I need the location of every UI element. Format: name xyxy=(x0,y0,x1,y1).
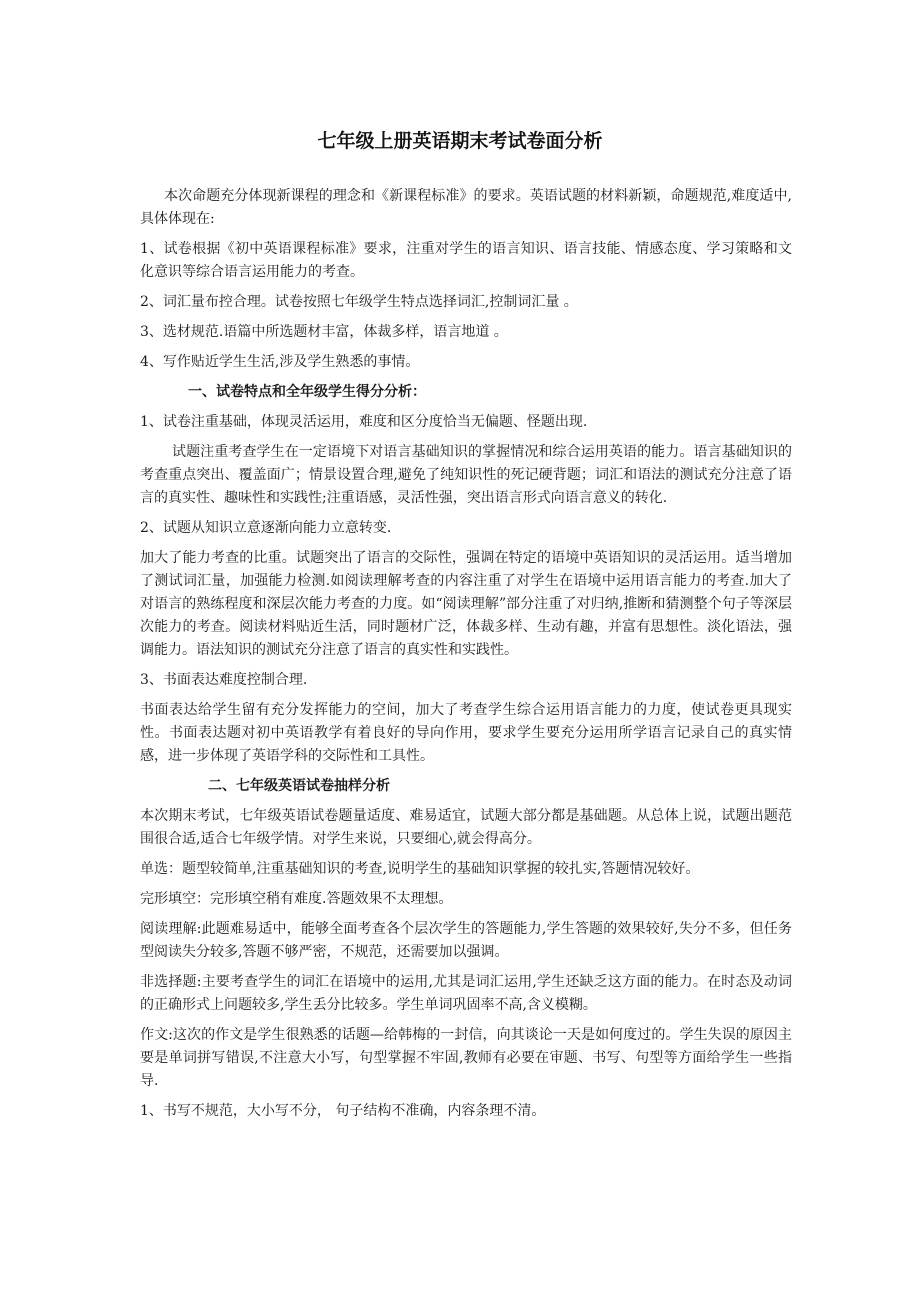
section2-writing: 作文:这次的作文是学生很熟悉的话题—给韩梅的一封信，向其谈论一天是如何度过的。学生失误的原因主要是单词拼写错误,不注意大小写，句型掌握不牢固,教师有必要在审题、书写、句型等方面给学生一些指导. xyxy=(140,1027,792,1089)
section1-item-2-detail: 加大了能力考查的比重。试题突出了语言的交际性，强调在特定的语境中英语知识的灵活运用。适当增加了测试词汇量，加强能力检测.如阅读理解考查的内容注重了对学生在语境中运用语言能力的考查.加大了对语言的熟练程度和深层次能力考查的力度。如“阅读理解”部分注重了对归纳,推断和猜测整个句子等深层次能力的考查。阅读材料贴近生活，同时题材广泛，体裁多样、生动有趣，并富有思想性。淡化语法，强调能力。语法知识的测试充分注意了语言的真实性和实践性。 xyxy=(140,550,792,658)
section2-non-choice: 非选择题:主要考查学生的词汇在语境中的运用,尤其是词汇运用,学生还缺乏这方面的能力。在时态及动词的正确形式上问题较多,学生丢分比较多。学生单词巩固率不高,含义模糊。 xyxy=(140,974,792,1013)
intro-paragraph: 本次命题充分体现新课程的理念和《新课程标准》的要求。英语试题的材料新颖，命题规范,难度适中,具体体现在: xyxy=(140,188,792,227)
section2-cloze: 完形填空：完形填空稍有难度.答题效果不太理想。 xyxy=(140,891,453,907)
section1-item-2: 2、试题从知识立意逐渐向能力立意转变. xyxy=(140,520,392,536)
section1-item-3-detail: 书面表达给学生留有充分发挥能力的空间，加大了考查学生综合运用语言能力的力度，使试卷更具现实性。书面表达题对初中英语教学有着良好的导向作用，要求学生要充分运用所学语言记录自己的真实情感，进一步体现了英语学科的交际性和工具性。 xyxy=(140,702,792,764)
point-2: 2、词汇量布控合理。试卷按照七年级学生特点选择词汇,控制词汇量 。 xyxy=(140,294,578,310)
point-1: 1、试卷根据《初中英语课程标准》要求，注重对学生的语言知识、语言技能、情感态度、学习策略和文化意识等综合语言运用能力的考查。 xyxy=(140,241,792,280)
section2-reading: 阅读理解:此题难易适中，能够全面考查各个层次学生的答题能力,学生答题的效果较好,失分不多，但任务型阅读失分较多,答题不够严密，不规范，还需要加以强调。 xyxy=(140,921,792,960)
section1-item-1-detail: 试题注重考查学生在一定语境下对语言基础知识的掌握情况和综合运用英语的能力。语言基础知识的考查重点突出、覆盖面广；情景设置合理,避免了纯知识性的死记硬背题；词汇和语法的测试充分注意了语言的真实性、趣味性和实践性;注重语感，灵活性强，突出语言形式向语言意义的转化. xyxy=(140,444,792,506)
document-body xyxy=(140,185,792,1130)
section2-single-choice: 单选：题型较简单,注重基础知识的考查,说明学生的基础知识掌握的较扎实,答题情况较好。 xyxy=(140,861,700,877)
section1-item-3: 3、书面表达难度控制合理. xyxy=(140,672,308,688)
section1-item-1: 1、试卷注重基础，体现灵活运用，难度和区分度恰当无偏题、怪题出现. xyxy=(140,414,588,430)
document-title: 七年级上册英语期末考试卷面分析 xyxy=(317,130,603,152)
section-heading-1: 一、试卷特点和全年级学生得分分析： xyxy=(188,384,426,400)
point-3: 3、选材规范.语篇中所选题材丰富，体裁多样，语言地道 。 xyxy=(140,324,508,340)
section2-intro: 本次期末考试，七年级英语试卷题量适度、难易适宜，试题大部分都是基础题。从总体上说，试题出题范围很合适,适合七年级学情。对学生来说，只要细心,就会得高分。 xyxy=(140,808,792,847)
point-4: 4、写作贴近学生生活,涉及学生熟悉的事情。 xyxy=(140,354,420,370)
section-heading-2: 二、七年级英语试卷抽样分析 xyxy=(208,778,390,794)
section2-issue-1: 1、书写不规范，大小写不分， 句子结构不准确，内容条理不清。 xyxy=(140,1103,546,1119)
